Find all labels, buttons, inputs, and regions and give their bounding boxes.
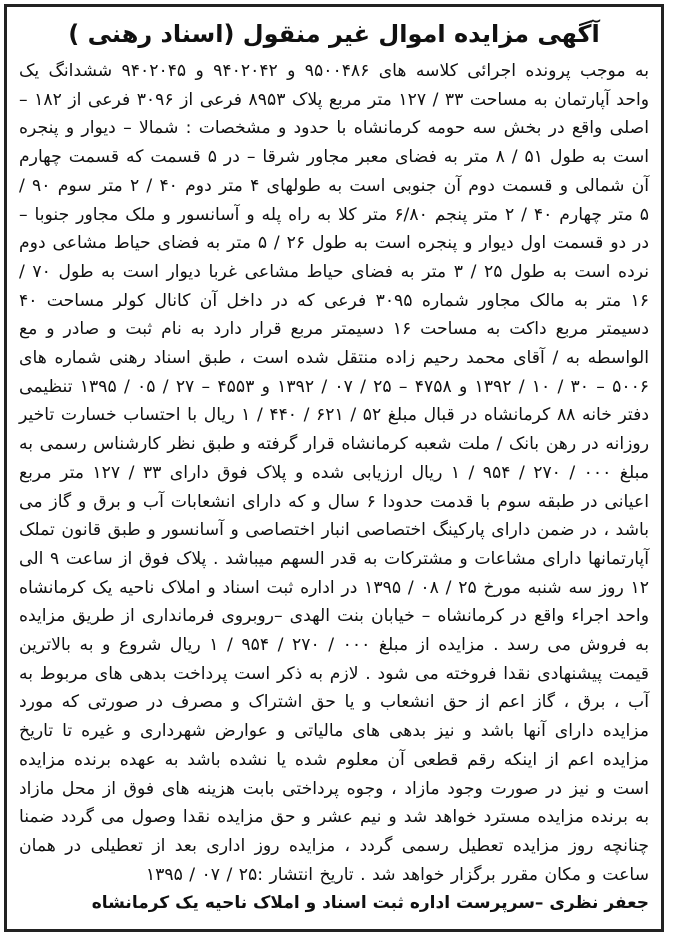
notice-title: آگهی مزایده اموال غیر منقول (اسناد رهنی ): [68, 20, 600, 48]
notice-body: به موجب پرونده اجرائی کلاسه های ۹۵۰۰۴۸۶ و ۹۴۰۲۰۴۲ و ۹۴۰۲۰۴۵ ششدانگ یک واحد آپارتمان به مساحت ۳۳ / ۱۲۷ متر مربع پلاک ۸۹۵۳ فرعی از ۳۰۹۶ فرعی از ۱۸۲ – اصلی واقع در بخش سه حومه کرمانشاه با حدود و مشخصات : شمالا – دیوار و پنجره است به طول ۵۱ / ۸ متر به فضای معبر مجاور شرقا – در ۵ قسمت که قسمت چهارم آن شمالی و قسمت دوم آن جنوبی است به طولهای ۴ متر دوم ۴۰ / ۲ متر سوم ۹۰ / ۵ متر چهارم ۴۰ / ۲ متر پنجم ۶/۸۰ متر کلا به راه پله و آسانسور و ملک مجاور جنوبا – در دو قسمت اول دیوار و پنجره است به طول ۲۶ / ۵ متر به فضای حیاط مشاعی دوم نرده است به طول ۲۵ / ۳ متر به فضای حیاط مشاعی غربا دیوار است به طول ۷۰ / ۱۶ متر به مالک مجاور شماره ۳۰۹۵ فرعی که در داخل آن کانال کولر مساحت ۴۰ دسیمتر مربع داکت به مساحت ۱۶ دسیمتر مربع قرار دارد به نام ثبت و صادر و مع الواسطه به / آقای محمد رحیم زاده منتقل شده است ، طبق اسناد رهنی شماره های ۵۰۰۶ – ۳۰ / ۱۰ / ۱۳۹۲ و ۴۷۵۸ – ۲۵ / ۰۷ / ۱۳۹۲ و ۴۵۵۳ – ۲۷ / ۰۵ / ۱۳۹۵ تنظیمی دفتر خانه ۸۸ کرمانشاه در قبال مبلغ ۵۲ / ۶۲۱ / ۴۴۰ / ۱ ریال با احتساب خسارت تاخیر روزانه در رهن بانک / ملت شعبه کرمانشاه قرار گرفته و طبق نظر کارشناس رسمی به مبلغ ۰۰۰ / ۲۷۰ / ۹۵۴ / ۱ ریال ارزیابی شده و پلاک فوق دارای ۳۳ / ۱۲۷ متر مربع اعیانی در طبقه سوم با قدمت حدودا ۶ سال و که دارای انشعابات آب و برق و گاز می باشد ، در ضمن دارای پارکینگ اختصاصی انبار اختصاصی و آسانسور و طبق قانون تملک آپارتمانها دارای مشاعات و مشترکات به قدر السهم میباشد . پلاک فوق از ساعت ۹ الی ۱۲ روز سه شنبه مورخ ۲۵ / ۰۸ / ۱۳۹۵ در اداره ثبت اسناد و املاک ناحیه یک کرمانشاه واحد اجراء واقع در کرمانشاه – خیابان بنت الهدی –روبروی فرمانداری از طریق مزایده به فروش می رسد . مزایده از مبلغ ۰۰۰ / ۲۷۰ / ۹۵۴ / ۱ ریال شروع و به بالاترین قیمت پیشنهادی نقدا فروخته می شود . لازم به ذکر است پرداخت بدهی های مربوط به آب ، برق ، گاز اعم از حق انشعاب و یا حق اشتراک و مصرف در صورتی که مورد مزایده دارای آنها باشد و نیز بدهی های مالیاتی و عوارض شهرداری و غیره تا تاریخ مزایده اعم از اینکه رقم قطعی آن معلوم شده یا نشده باشد به عهده برنده مزایده است و نیز در صورت وجود مازاد ، وجوه پرداختی بابت هزینه های فوق از محل مازاد به برنده مزایده مسترد خواهد شد و نیم عشر و حق مزایده نقدا وصول می گردد ضمنا چنانچه روز مزایده تعطیل رسمی گردد ، مزایده روز اداری بعد از تعطیلی در همان ساعت و مکان مقرر برگزار خواهد شد . تاریخ انتشار :۲۵ / ۰۷ / ۱۳۹۵: [19, 61, 650, 885]
auction-notice: [4, 4, 664, 932]
notice-signature: جعفر نظری –سرپرست اداره ثبت اسناد و املاک ناحیه یک کرمانشاه: [91, 893, 649, 914]
